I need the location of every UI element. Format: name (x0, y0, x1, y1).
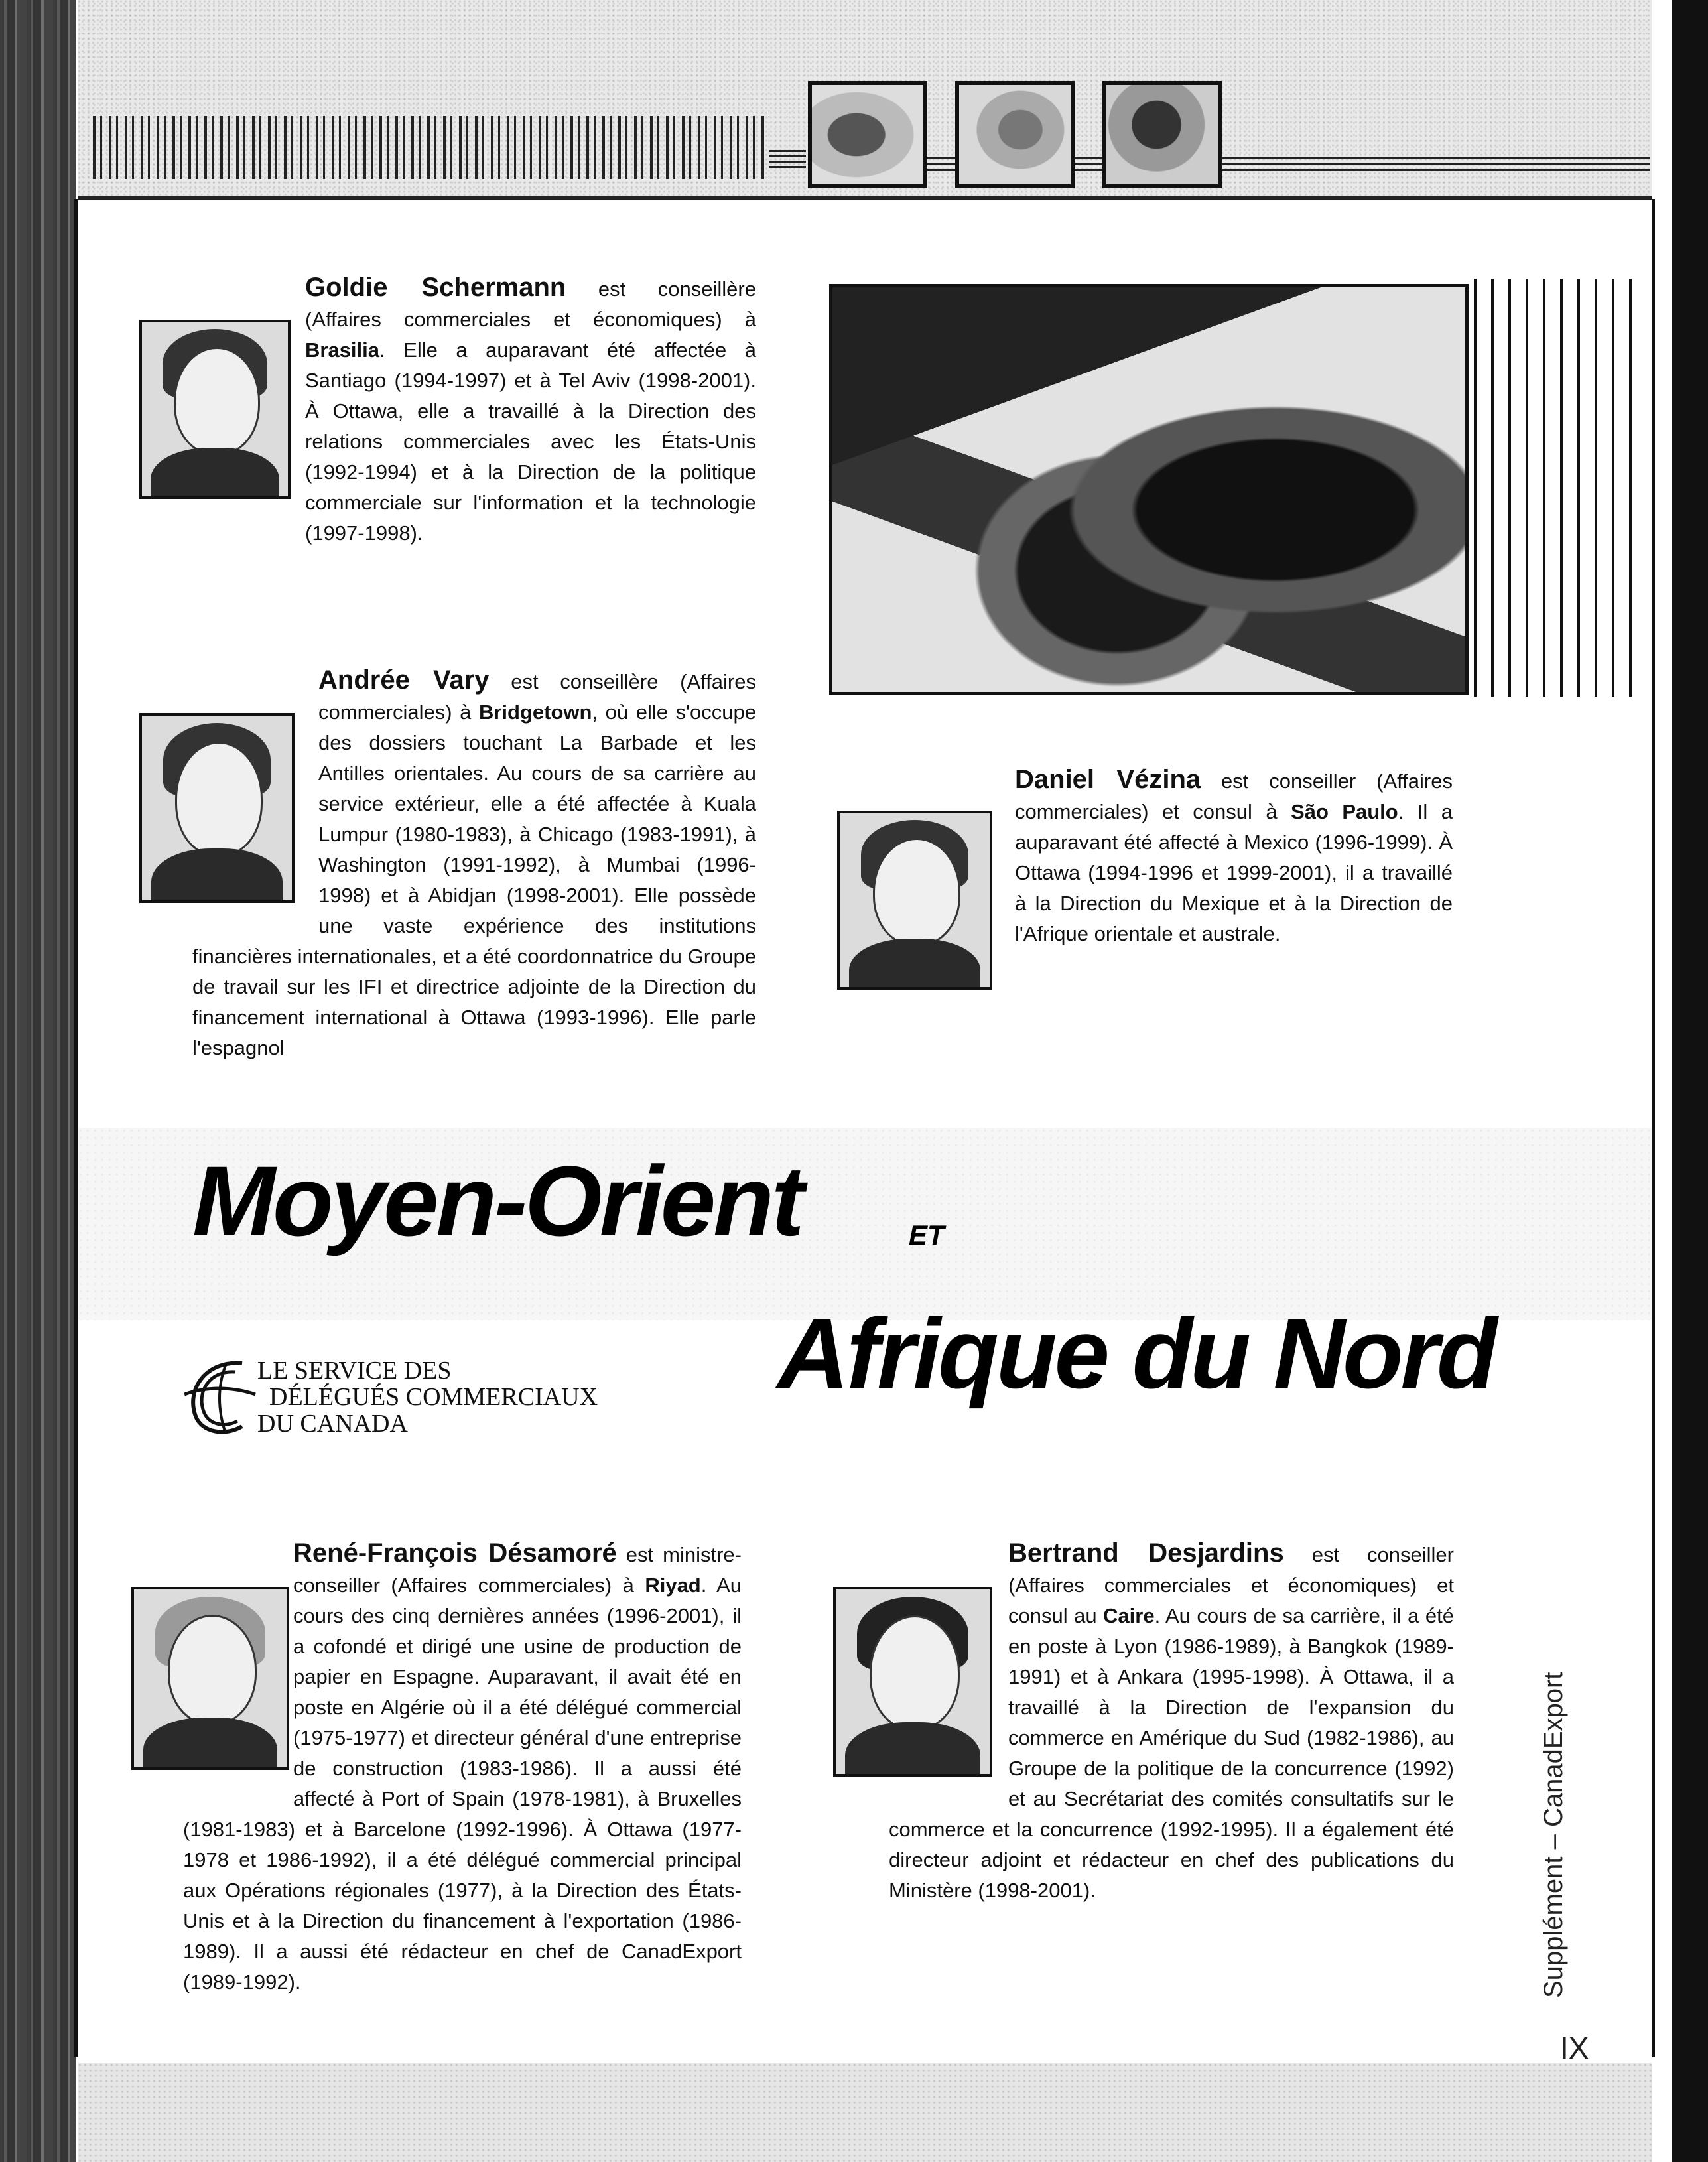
logo-line-3: DU CANADA (257, 1410, 408, 1438)
logo-line-2: DÉLÉGUÉS COMMERCIAUX (269, 1383, 598, 1411)
bio-name: Daniel Vézina (1015, 765, 1201, 794)
globe-swirl-icon (179, 1353, 259, 1440)
handshake-photo (829, 284, 1469, 695)
header-thumbnail-hand (1102, 81, 1222, 188)
bio-daniel-vezina: Daniel Vézina est conseiller (Affaires commerciales) et consul à São Paulo. Il a auparavant été affecté à Mexico (1996-1999). À Ottawa (1994-1996 et 1999-2001), il a travaillé à la Direction du Mexique et à la Direction de l'Afrique orientale et australe. (1015, 765, 1453, 945)
bio-name: Bertrand Desjardins (1008, 1538, 1284, 1568)
bio-name: Goldie Schermann (305, 273, 566, 302)
header-rule (78, 196, 1652, 200)
section-headline-et: ET (909, 1219, 945, 1250)
header-barcode-pattern (93, 116, 769, 179)
publication-side-label: Supplément – CanadExport (1539, 1672, 1568, 1998)
page-number: IX (1560, 2031, 1589, 2065)
bio-name: René-François Désamoré (293, 1538, 617, 1568)
bio-city: Riyad (645, 1574, 701, 1597)
vertical-stripes-decoration (1474, 279, 1640, 697)
bio-andree-vary: Andrée Vary est conseillère (Affaires commerciales) à Bridgetown, où elle s'occupe des dossiers touchant La Barbade et les Antilles orientales. Au cours de sa carrière au service extérieur, elle a été affectée à Kuala Lumpur (1980-1983), à Chicago (1983-1991), à Washington (1991-1992), à Mumbai (1996-1998) et à Abidjan (1998-2001). Elle possède une vaste expérience des institutions financières internationales, et a été coordonnatrice du Groupe de travail sur les IFI et directrice adjointe de la Direction du financement international à Ottawa (1993-1996). Elle parle l'espagnol (192, 665, 756, 1059)
scan-binding-left (0, 0, 76, 2162)
bio-city: Caire (1103, 1604, 1155, 1627)
trade-commissioner-logo (179, 1353, 683, 1446)
bio-city: Brasilia (305, 338, 380, 362)
footer-band (78, 2063, 1652, 2162)
bio-name: Andrée Vary (318, 665, 490, 695)
header-rule-lines (769, 150, 806, 170)
bio-city: Bridgetown (478, 701, 592, 724)
scan-binding-right (1672, 0, 1708, 2162)
header-thumbnail-map (955, 81, 1075, 188)
section-headline-line1: Moyen-Orient (192, 1145, 802, 1256)
logo-line-1: LE SERVICE DES (257, 1357, 452, 1385)
page-frame-right (1652, 199, 1655, 2057)
section-headline-line2: Afrique du Nord (777, 1298, 1495, 1409)
bio-city: São Paulo (1291, 800, 1398, 823)
header-thumbnail-handshake (808, 81, 927, 188)
bio-goldie-schermann: Goldie Schermann est conseillère (Affaires commerciales et économiques) à Brasilia. Elle a auparavant été affectée à Santiago (1994-1997) et à Tel Aviv (1998-2001). À Ottawa, elle a travaillé à la Direction des relations commerciales avec les États-Unis (1992-1994) et à la Direction de la politique commerciale sur l'information et la technologie (1997-1998). (305, 273, 756, 545)
bio-bertrand-desjardins: Bertrand Desjardins est conseiller (Affaires commerciales et économiques) et consul au Caire. Au cours de sa carrière, il a été en poste à Lyon (1986-1989), à Bangkok (1989-1991) et à Ankara (1995-1998). À Ottawa, il a travaillé à la Direction de l'expansion du commerce en Amérique du Sud (1982-1986), au Groupe de la politique de la concurrence (1992) et au Secrétariat des comités consultatifs sur le commerce et la concurrence (1992-1995). Il a également été directeur adjoint et rédacteur en chef des publications du Ministère (1998-2001). (889, 1538, 1454, 1902)
bio-rene-francois-desamore: René-François Désamoré est ministre-conseiller (Affaires commerciales) à Riyad. Au cours des cinq dernières années (1996-2001), il a cofondé et dirigé une usine de production de papier en Espagne. Auparavant, il avait été en poste en Algérie où il a été délégué commercial (1975-1977) et directeur général d'une entreprise de construction (1983-1986). Il a aussi été affecté à Port of Spain (1978-1981), à Bruxelles (1981-1983) et à Barcelone (1992-1996). À Ottawa (1977-1978 et 1986-1992), il a été délégué commercial principal aux Opérations régionales (1977), à la Direction des États-Unis et à la Direction du financement à l'exportation (1986-1989). Il a aussi été rédacteur en chef de CanadExport (1989-1992). (183, 1538, 742, 1993)
